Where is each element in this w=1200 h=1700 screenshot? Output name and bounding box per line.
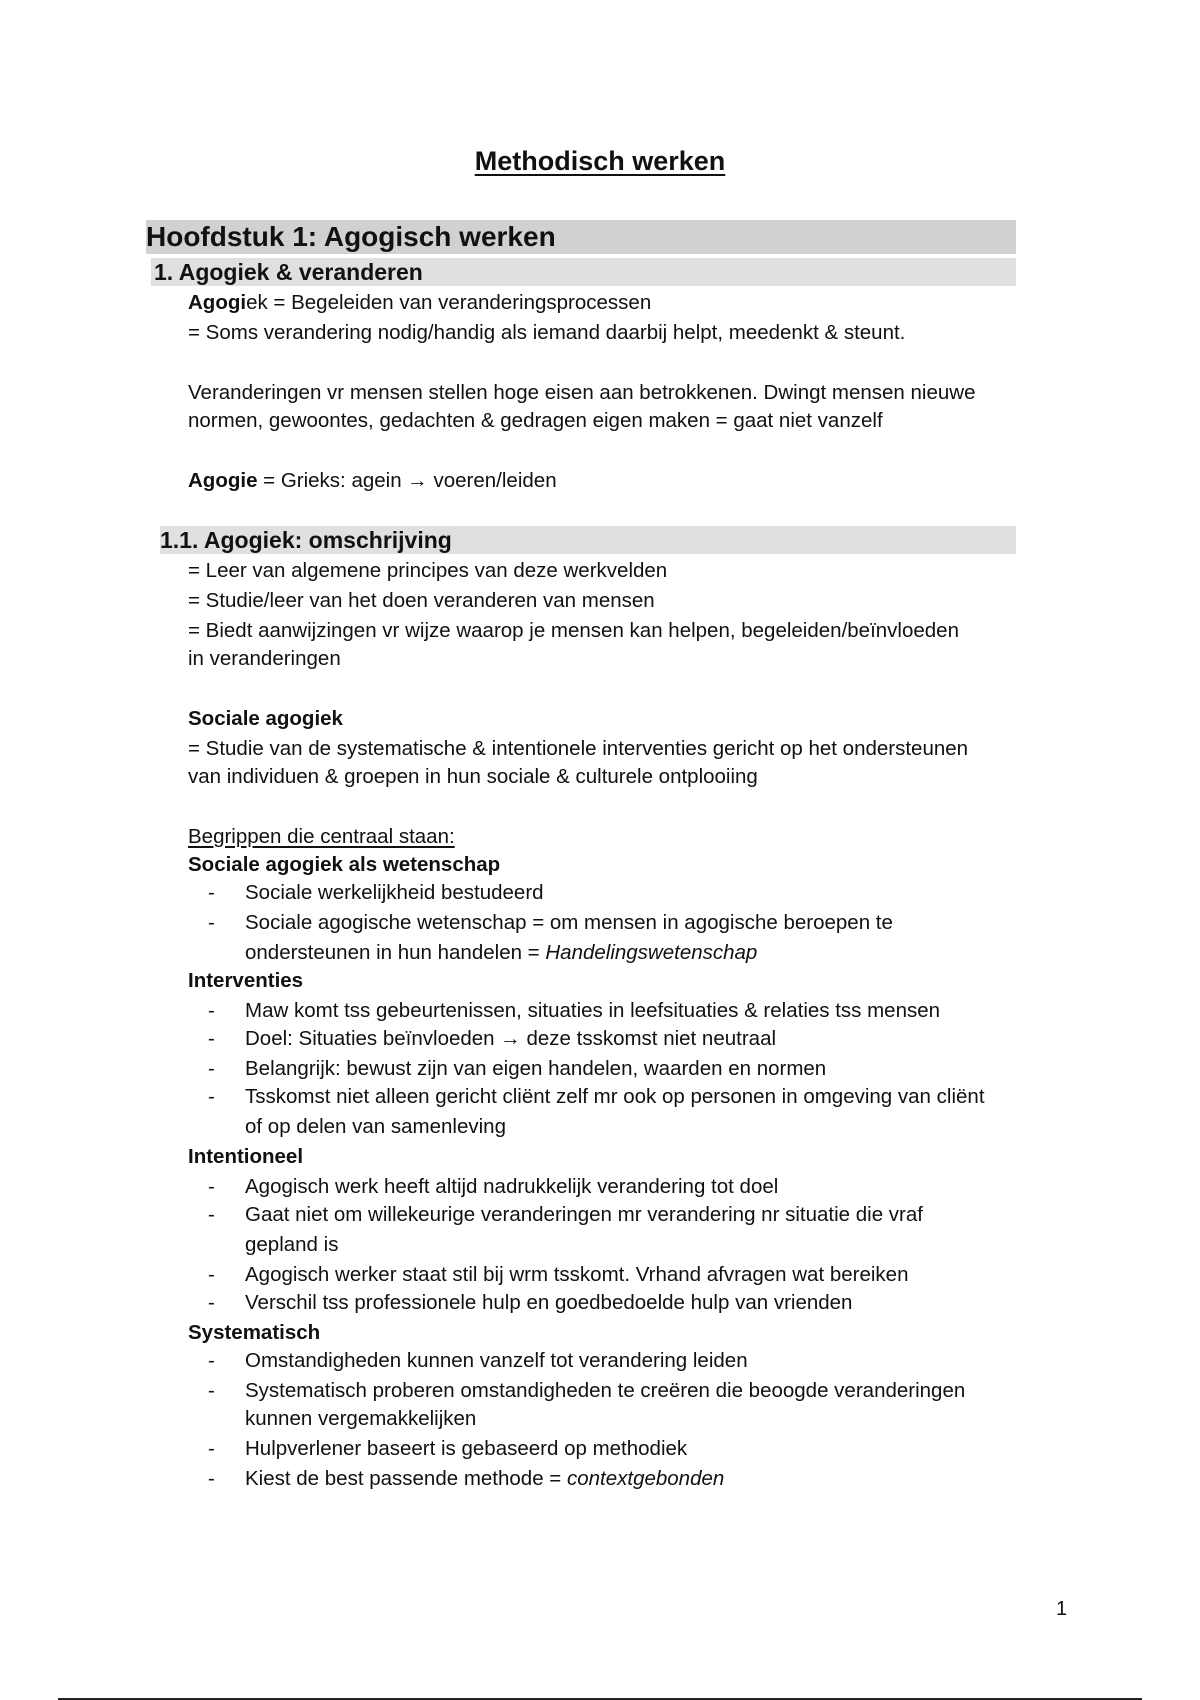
bullet-text: Hulpverlener baseert is gebaseerd op methodiek bbox=[245, 1437, 688, 1460]
bullet-dash: - bbox=[208, 1175, 215, 1198]
bullet-dash: - bbox=[208, 1085, 215, 1108]
bullet-dash: - bbox=[208, 999, 215, 1022]
bullet-text: Omstandigheden kunnen vanzelf tot verandering leiden bbox=[245, 1349, 748, 1372]
sociale-agogiek-heading: Sociale agogiek bbox=[188, 707, 343, 730]
bullet-text: Verschil tss professionele hulp en goedbedoelde hulp van vrienden bbox=[245, 1291, 853, 1314]
definition-line: = Biedt aanwijzingen vr wijze waarop je mensen kan helpen, begeleiden/beïnvloeden bbox=[188, 619, 959, 642]
bullet-text: Sociale werkelijkheid bestudeerd bbox=[245, 881, 544, 904]
bullet-text: gepland is bbox=[245, 1233, 339, 1256]
bullet-dash: - bbox=[208, 1467, 215, 1490]
term-heading: Intentioneel bbox=[188, 1145, 304, 1168]
paragraph-line: Veranderingen vr mensen stellen hoge eisen aan betrokkenen. Dwingt mensen nieuwe bbox=[188, 381, 976, 404]
bullet-text: Tsskomst niet alleen gericht cliënt zelf mr ook op personen in omgeving van cliënt bbox=[245, 1085, 985, 1108]
definition-line: in veranderingen bbox=[188, 647, 341, 670]
page-number: 1 bbox=[1056, 1598, 1068, 1620]
bullet-text: Systematisch proberen omstandigheden te creëren die beoogde veranderingen bbox=[245, 1379, 966, 1402]
definition-line: Agogiek = Begeleiden van veranderingsprocessen bbox=[188, 291, 652, 314]
bullet-text: Agogisch werker staat stil bij wrm tsskomt. Vrhand afvragen wat bereiken bbox=[245, 1263, 909, 1286]
term-heading: Interventies bbox=[188, 969, 304, 992]
chapter-heading: Hoofdstuk 1: Agogisch werken bbox=[146, 221, 556, 252]
bullet-dash: - bbox=[208, 1027, 215, 1050]
paragraph-line: van individuen & groepen in hun sociale & culturele ontplooiing bbox=[188, 765, 758, 788]
section-heading: 1. Agogiek & veranderen bbox=[154, 259, 423, 285]
bullet-text: Sociale agogische wetenschap = om mensen in agogische beroepen te bbox=[245, 911, 893, 934]
term-heading: Systematisch bbox=[188, 1321, 321, 1344]
bullet-dash: - bbox=[208, 1263, 215, 1286]
paragraph-line: normen, gewoontes, gedachten & gedragen eigen maken = gaat niet vanzelf bbox=[188, 409, 883, 432]
bullet-text: Kiest de best passende methode = contextgebonden bbox=[245, 1467, 725, 1490]
bullet-dash: - bbox=[208, 1349, 215, 1372]
bullet-dash: - bbox=[208, 1291, 215, 1314]
begrippen-label: Begrippen die centraal staan: bbox=[188, 825, 455, 848]
bullet-dash: - bbox=[208, 911, 215, 934]
paragraph-line: = Studie van de systematische & intentionele interventies gericht op het ondersteunen bbox=[188, 737, 969, 760]
bullet-text: Belangrijk: bewust zijn van eigen handelen, waarden en normen bbox=[245, 1057, 827, 1080]
definition-line: = Studie/leer van het doen veranderen van mensen bbox=[188, 589, 655, 612]
subsection-heading: 1.1. Agogiek: omschrijving bbox=[160, 527, 452, 553]
bullet-text: ondersteunen in hun handelen = Handelingswetenschap bbox=[245, 941, 758, 964]
bullet-text: Gaat niet om willekeurige veranderingen mr verandering nr situatie die vraf bbox=[245, 1203, 923, 1226]
page-title: Methodisch werken bbox=[474, 146, 726, 176]
bullet-text: Maw komt tss gebeurtenissen, situaties in leefsituaties & relaties tss mensen bbox=[245, 999, 941, 1022]
bullet-text: Agogisch werk heeft altijd nadrukkelijk verandering tot doel bbox=[245, 1175, 779, 1198]
definition-line: = Leer van algemene principes van deze werkvelden bbox=[188, 559, 668, 582]
bullet-text: Doel: Situaties beïnvloeden → deze tsskomst niet neutraal bbox=[245, 1027, 777, 1050]
bullet-text: of op delen van samenleving bbox=[245, 1115, 506, 1138]
definition-line-2: = Soms verandering nodig/handig als iemand daarbij helpt, meedenkt & steunt. bbox=[188, 321, 906, 344]
bullet-dash: - bbox=[208, 1057, 215, 1080]
bullet-dash: - bbox=[208, 1379, 215, 1402]
term-heading: Sociale agogiek als wetenschap bbox=[188, 853, 501, 876]
bullet-dash: - bbox=[208, 1203, 215, 1226]
bullet-dash: - bbox=[208, 881, 215, 904]
bullet-text: kunnen vergemakkelijken bbox=[245, 1407, 477, 1430]
agogie-line: Agogie = Grieks: agein → voeren/leiden bbox=[188, 469, 557, 492]
bullet-dash: - bbox=[208, 1437, 215, 1460]
